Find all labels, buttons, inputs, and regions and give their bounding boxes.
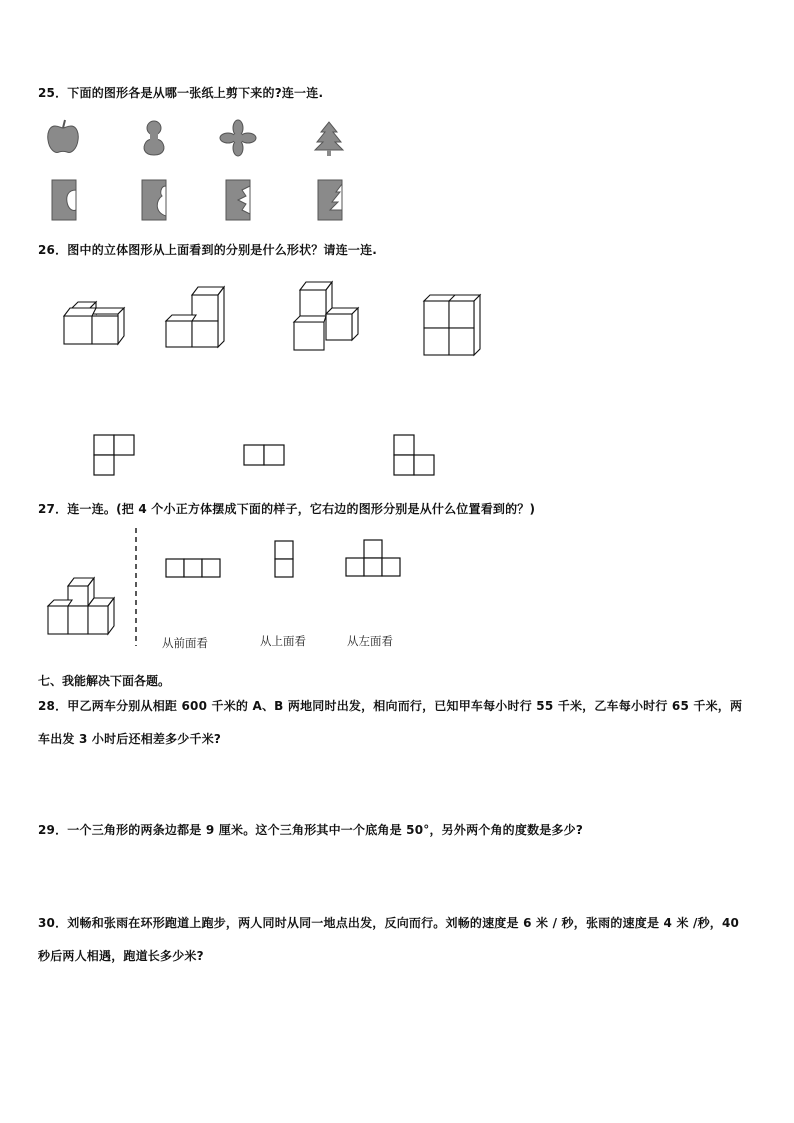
question-28: 28．甲乙两车分别从相距 600 千米的 A、B 两地同时出发，相向而行，已知甲车每小时行 55 千米，乙车每小时行 65 千米，两车出发 3 小时后还相差多少千米? <box>38 699 743 746</box>
top-view-option-1 <box>93 434 137 476</box>
tree-shape-icon <box>315 122 343 156</box>
section-7-heading: 七、我能解决下面各题。 <box>38 674 171 688</box>
solid-figure-4 <box>420 293 490 357</box>
view-label-front: 从前面看 <box>162 636 208 650</box>
paper-gourd-half-icon <box>142 180 166 220</box>
q27-view-front <box>165 558 223 578</box>
top-view-option-3 <box>393 434 437 476</box>
apple-shape-icon <box>48 120 78 152</box>
paper-flower-half-icon <box>226 180 250 220</box>
gourd-shape-icon <box>144 121 164 155</box>
solid-figure-1 <box>60 300 130 350</box>
cut-shapes-row <box>45 118 355 160</box>
question-30: 30．刘畅和张雨在环形跑道上跑步，两人同时从同一地点出发，反向而行。刘畅的速度是 6 米 / 秒，张雨的速度是 4 米 /秒，40 秒后两人相遇，跑道长多少米? <box>38 916 740 963</box>
solid-figure-2 <box>162 285 232 351</box>
question-27: 27．连一连。(把 4 个小正方体摆成下面的样子，它右边的图形分别是从什么位置看到的？) <box>38 502 536 516</box>
q27-solid-figure <box>44 576 124 636</box>
dashed-divider <box>134 528 138 648</box>
question-25: 25．下面的图形各是从哪一张纸上剪下来的?连一连. <box>38 86 324 100</box>
question-29: 29．一个三角形的两条边都是 9 厘米。这个三角形其中一个底角是 50°，另外两个角的度数是多少? <box>38 823 584 837</box>
top-view-option-2 <box>243 444 287 466</box>
folded-paper-row <box>50 178 350 224</box>
view-label-top: 从上面看 <box>260 634 306 648</box>
paper-tree-half-icon <box>318 180 342 220</box>
flower-shape-icon <box>220 120 256 156</box>
q27-view-left <box>345 539 403 578</box>
view-label-left: 从左面看 <box>347 634 393 648</box>
paper-apple-half-icon <box>52 180 76 220</box>
solid-figure-3 <box>290 280 364 352</box>
q27-view-top <box>274 540 296 578</box>
question-26: 26．图中的立体图形从上面看到的分别是什么形状？请连一连. <box>38 243 378 257</box>
